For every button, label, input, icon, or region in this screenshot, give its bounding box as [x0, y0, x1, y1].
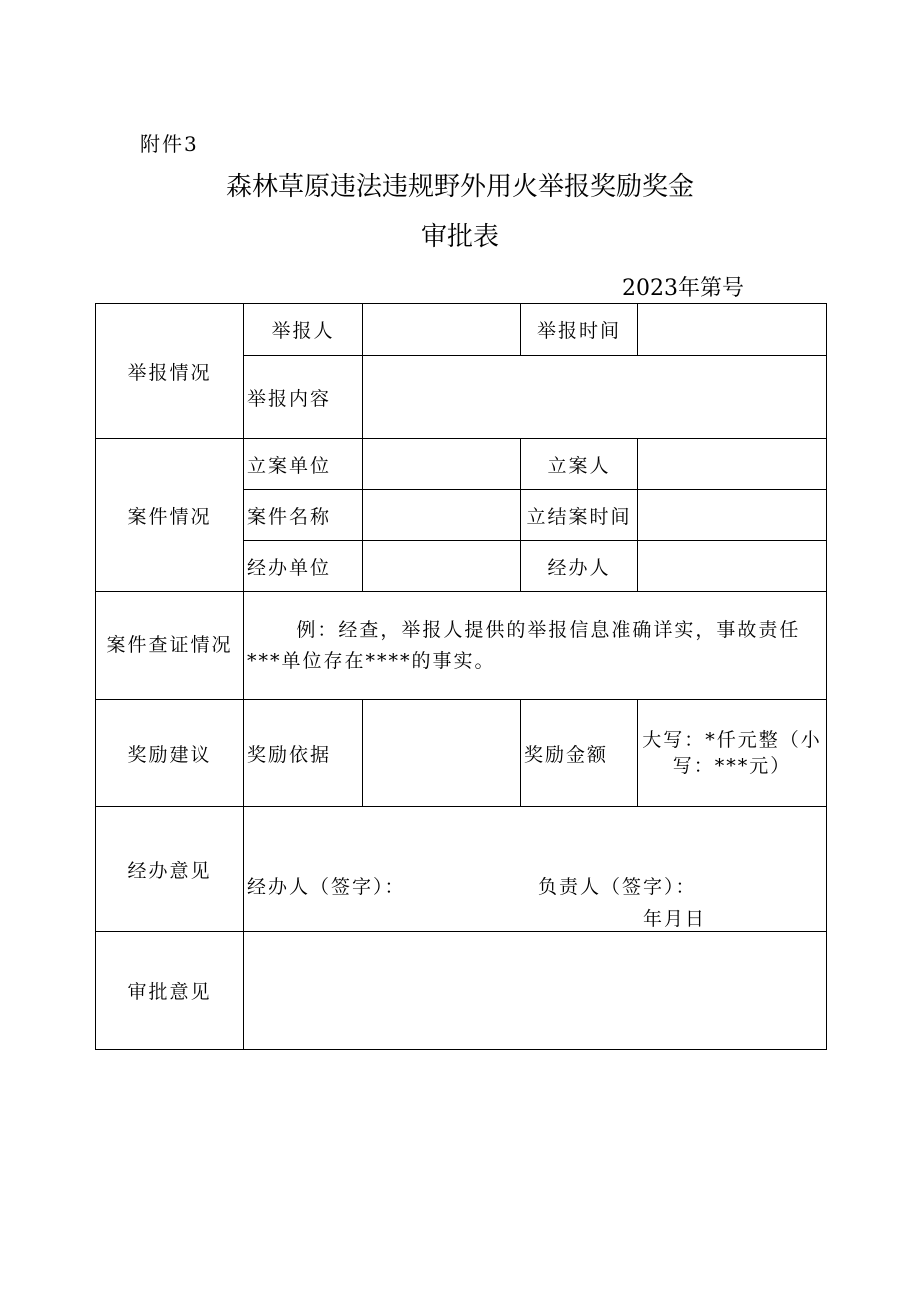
- verification-section-label: 案件查证情况: [96, 592, 244, 700]
- report-time-label: 举报时间: [521, 304, 638, 356]
- document-title: 森林草原违法违规野外用火举报奖励奖金: [225, 172, 694, 202]
- report-content-field[interactable]: [363, 356, 827, 439]
- document-subtitle: 审批表: [420, 222, 499, 252]
- reward-basis-field[interactable]: [363, 700, 521, 807]
- case-filer-field[interactable]: [638, 439, 827, 490]
- reward-basis-label: 奖励依据: [244, 700, 363, 807]
- reward-amount-label: 奖励金额: [521, 700, 638, 807]
- case-time-label: 立结案时间: [521, 490, 638, 541]
- handling-unit-label: 经办单位: [244, 541, 363, 592]
- case-name-field[interactable]: [363, 490, 521, 541]
- reward-amount-value[interactable]: 大写：*仟元整（小写：***元）: [638, 700, 827, 807]
- reporter-label: 举报人: [244, 304, 363, 356]
- approval-opinion-section-label: 审批意见: [96, 932, 244, 1050]
- approval-opinion-field[interactable]: [244, 932, 827, 1050]
- signature-date-label: 年月日: [643, 908, 707, 930]
- handler-field[interactable]: [638, 541, 827, 592]
- report-content-label: 举报内容: [244, 356, 363, 439]
- case-filer-label: 立案人: [521, 439, 638, 490]
- case-name-label: 案件名称: [244, 490, 363, 541]
- case-unit-field[interactable]: [363, 439, 521, 490]
- case-time-field[interactable]: [638, 490, 827, 541]
- handling-opinion-field[interactable]: [244, 807, 827, 932]
- handler-signature-label: 经办人（签字）：: [247, 876, 406, 898]
- approval-form-table: [95, 303, 827, 1050]
- report-time-field[interactable]: [638, 304, 827, 356]
- handling-opinion-section-label: 经办意见: [96, 807, 244, 932]
- report-section-label: 举报情况: [96, 304, 244, 439]
- verification-text[interactable]: 例：经查，举报人提供的举报信息准确详实，事故责任***单位存在****的事实。: [244, 592, 827, 700]
- handling-unit-field[interactable]: [363, 541, 521, 592]
- case-unit-label: 立案单位: [244, 439, 363, 490]
- reporter-field[interactable]: [363, 304, 521, 356]
- handler-label: 经办人: [521, 541, 638, 592]
- attachment-label: 附件3: [140, 132, 199, 156]
- chief-signature-label: 负责人（签字）：: [538, 876, 697, 898]
- case-section-label: 案件情况: [96, 439, 244, 592]
- document-number: 2023年第号: [622, 276, 744, 301]
- reward-section-label: 奖励建议: [96, 700, 244, 807]
